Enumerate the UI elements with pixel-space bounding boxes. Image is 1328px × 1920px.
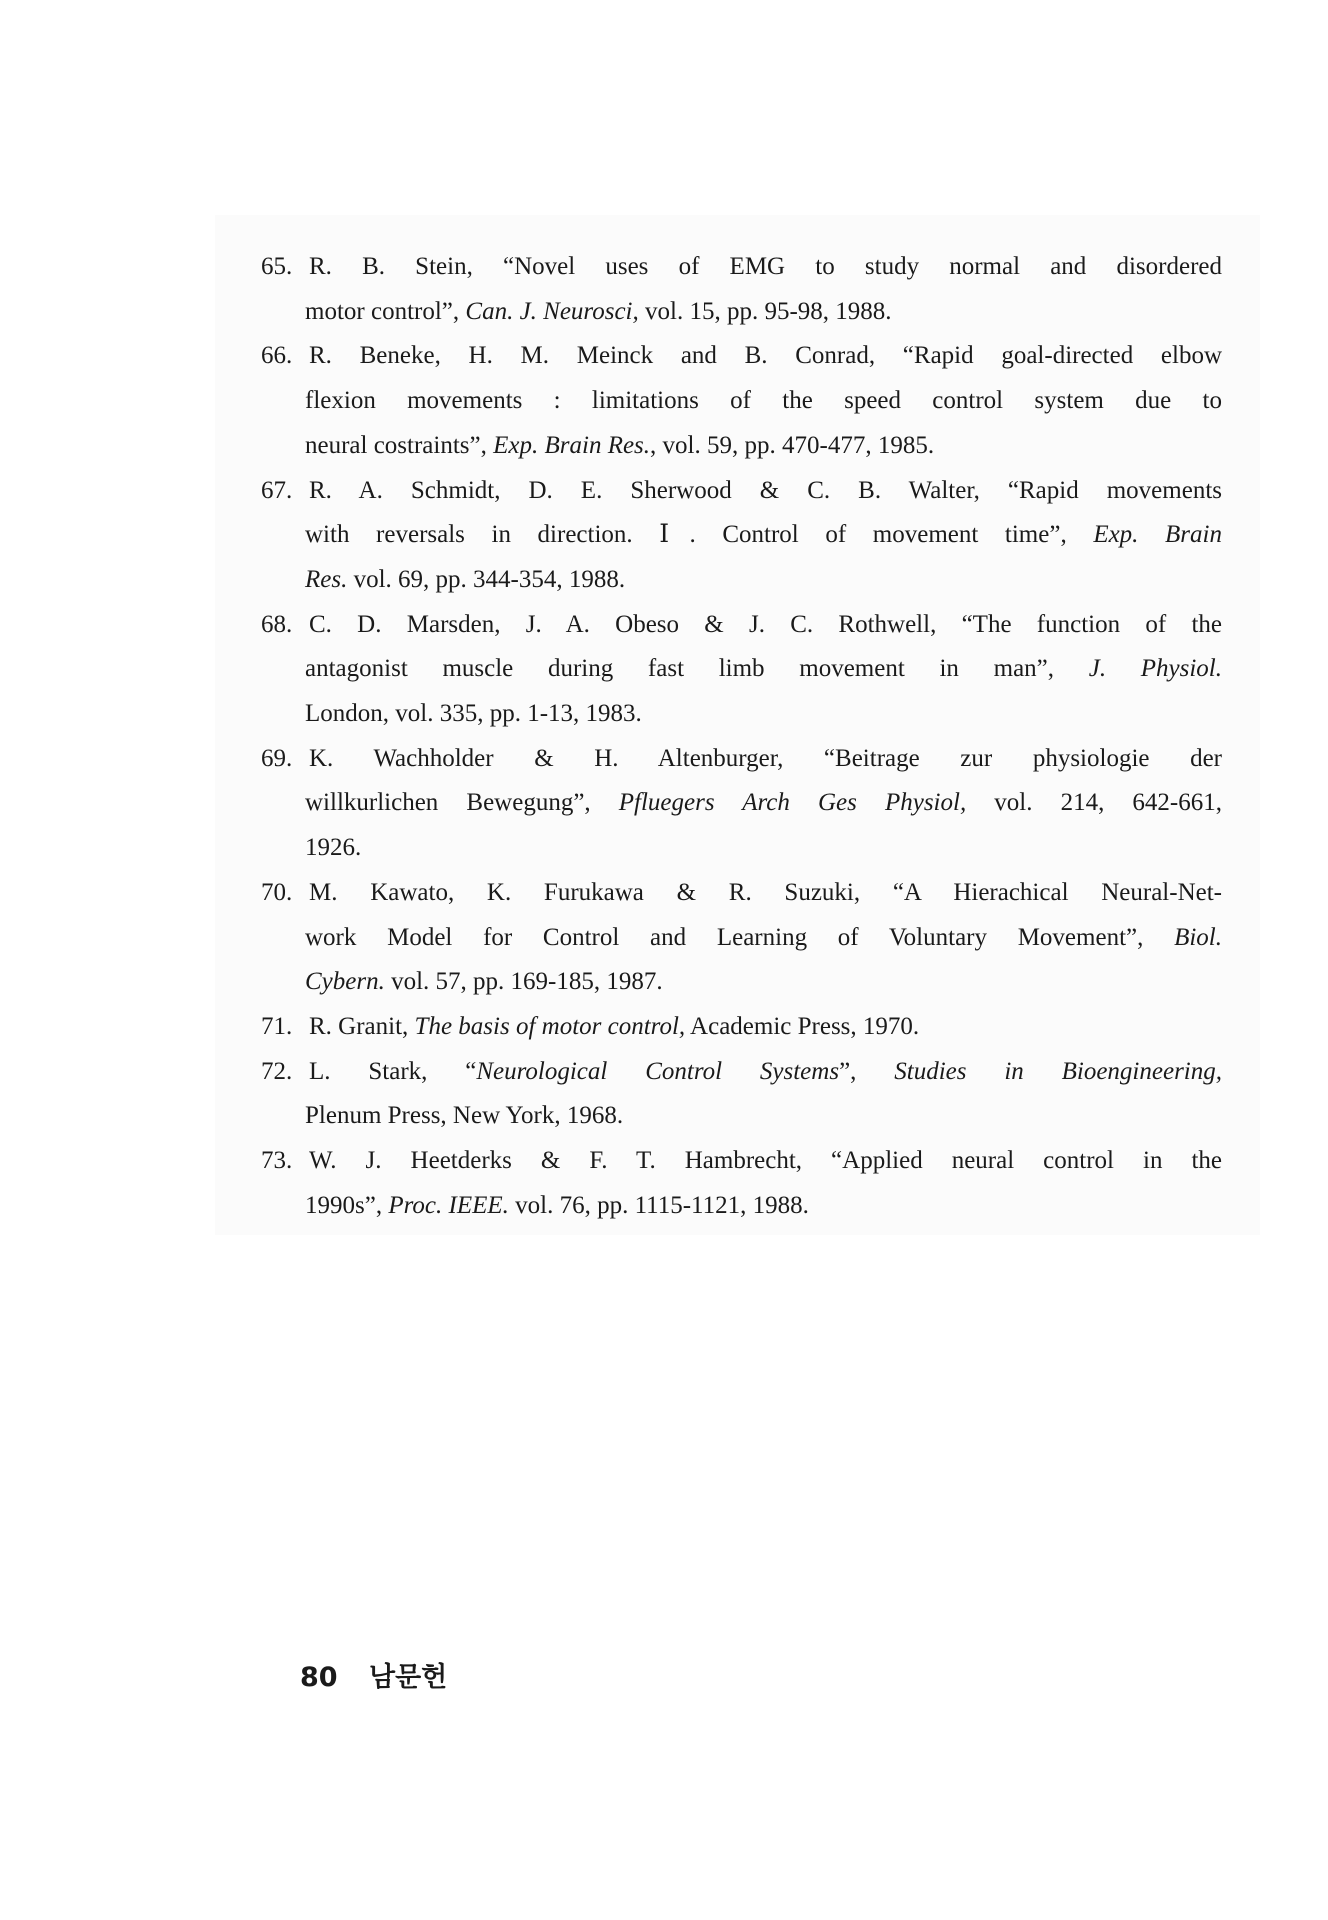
reference-line (305, 960, 1222, 1004)
text: motor control”, (305, 297, 466, 325)
text: willkurlichen Bewegung”, (305, 789, 619, 817)
reference-line (305, 826, 1222, 870)
italic-text: The basis of motor control, (414, 1012, 686, 1040)
italic-text: Exp. Brain (1093, 521, 1222, 549)
reference-number: 71. (261, 1012, 293, 1040)
text: vol. 15, pp. 95-98, 1988. (638, 297, 892, 325)
italic-text: Biol. (1174, 923, 1222, 951)
text: vol. 57, pp. 169-185, 1987. (384, 968, 663, 996)
italic-text: Proc. IEEE. (388, 1191, 509, 1219)
text: R. A. Schmidt, D. E. Sherwood & C. B. Walter, “Rapid movements (309, 476, 1222, 504)
italic-text: Exp. Brain Res. (493, 431, 651, 459)
text: R. Granit, (309, 1012, 415, 1040)
text: K. Wachholder & H. Altenburger, “Beitrage zur physiologie der (309, 744, 1222, 772)
italic-text: Neurological Control Systems (476, 1057, 840, 1085)
text: vol. 214, 642-661, (966, 789, 1222, 817)
italic-text: Res. (305, 565, 348, 593)
page-footer (300, 1655, 447, 1694)
author-name: 남문헌 (368, 1662, 448, 1693)
italic-text: Cybern. (305, 968, 385, 996)
text: vol. 76, pp. 1115-1121, 1988. (508, 1191, 809, 1219)
reference-line (309, 737, 1222, 781)
italic-text: Can. J. Neurosci, (465, 297, 639, 325)
reference-line (305, 558, 1222, 602)
reference-line (309, 603, 1222, 647)
text: R. Beneke, H. M. Meinck and B. Conrad, “Rapid goal-directed elbow (309, 342, 1222, 370)
reference-line (309, 1139, 1222, 1183)
reference-line (305, 379, 1222, 423)
text: 1926. (305, 834, 362, 862)
reference-line (309, 334, 1222, 378)
reference-line (305, 1184, 1222, 1228)
reference-number: 68. (261, 610, 293, 638)
reference-line (309, 1050, 1222, 1094)
text: antagonist muscle during fast limb movement in man”, (305, 655, 1089, 683)
reference-number: 72. (261, 1057, 293, 1085)
reference-line (305, 781, 1222, 825)
reference-line (305, 424, 1222, 468)
reference-line (309, 469, 1222, 513)
text: neural costraints”, (305, 431, 494, 459)
text: R. B. Stein, “Novel uses of EMG to study normal and disordered (309, 253, 1222, 280)
italic-text: J. Physiol. (1088, 655, 1222, 683)
reference-line (309, 871, 1222, 915)
reference-number: 70. (261, 878, 293, 906)
reference-number: 67. (261, 476, 293, 504)
text: with reversals in direction. Ⅰ. Control of movement time”, (305, 521, 1094, 549)
text: L. Stark, “ (309, 1057, 477, 1085)
page-number: 80 (300, 1662, 338, 1693)
text: flexion movements : limitations of the speed control system due to (305, 387, 1222, 415)
reference-line (305, 916, 1222, 960)
reference-number: 65. (261, 253, 293, 280)
text: London, vol. 335, pp. 1-13, 1983. (305, 700, 642, 727)
text: work Model for Control and Learning of Voluntary Movement”, (305, 923, 1175, 951)
reference-number: 73. (261, 1147, 293, 1174)
italic-text: Pfluegers Arch Ges Physiol, (618, 789, 967, 817)
reference-line (305, 647, 1222, 691)
text: W. J. Heetderks & F. T. Hambrecht, “Applied neural control in the (309, 1147, 1222, 1174)
reference-line (305, 513, 1222, 557)
text: 1990s”, (305, 1191, 389, 1219)
text: ”, (839, 1057, 895, 1085)
italic-text: Studies in Bioengineering, (894, 1057, 1222, 1085)
text: C. D. Marsden, J. A. Obeso & J. C. Rothwell, “The function of the (309, 610, 1222, 638)
reference-number: 66. (261, 342, 293, 370)
reference-line (305, 1094, 1222, 1138)
text: , vol. 59, pp. 470-477, 1985. (650, 431, 935, 459)
text: M. Kawato, K. Furukawa & R. Suzuki, “A Hierachical Neural-Net- (309, 878, 1222, 906)
reference-line (305, 290, 1222, 334)
reference-line (309, 245, 1222, 289)
reference-line (305, 692, 1222, 736)
text: vol. 69, pp. 344-354, 1988. (347, 565, 626, 593)
text: Academic Press, 1970. (685, 1012, 920, 1040)
reference-number: 69. (261, 744, 293, 772)
reference-line (309, 1005, 1222, 1049)
text: Plenum Press, New York, 1968. (305, 1102, 624, 1130)
